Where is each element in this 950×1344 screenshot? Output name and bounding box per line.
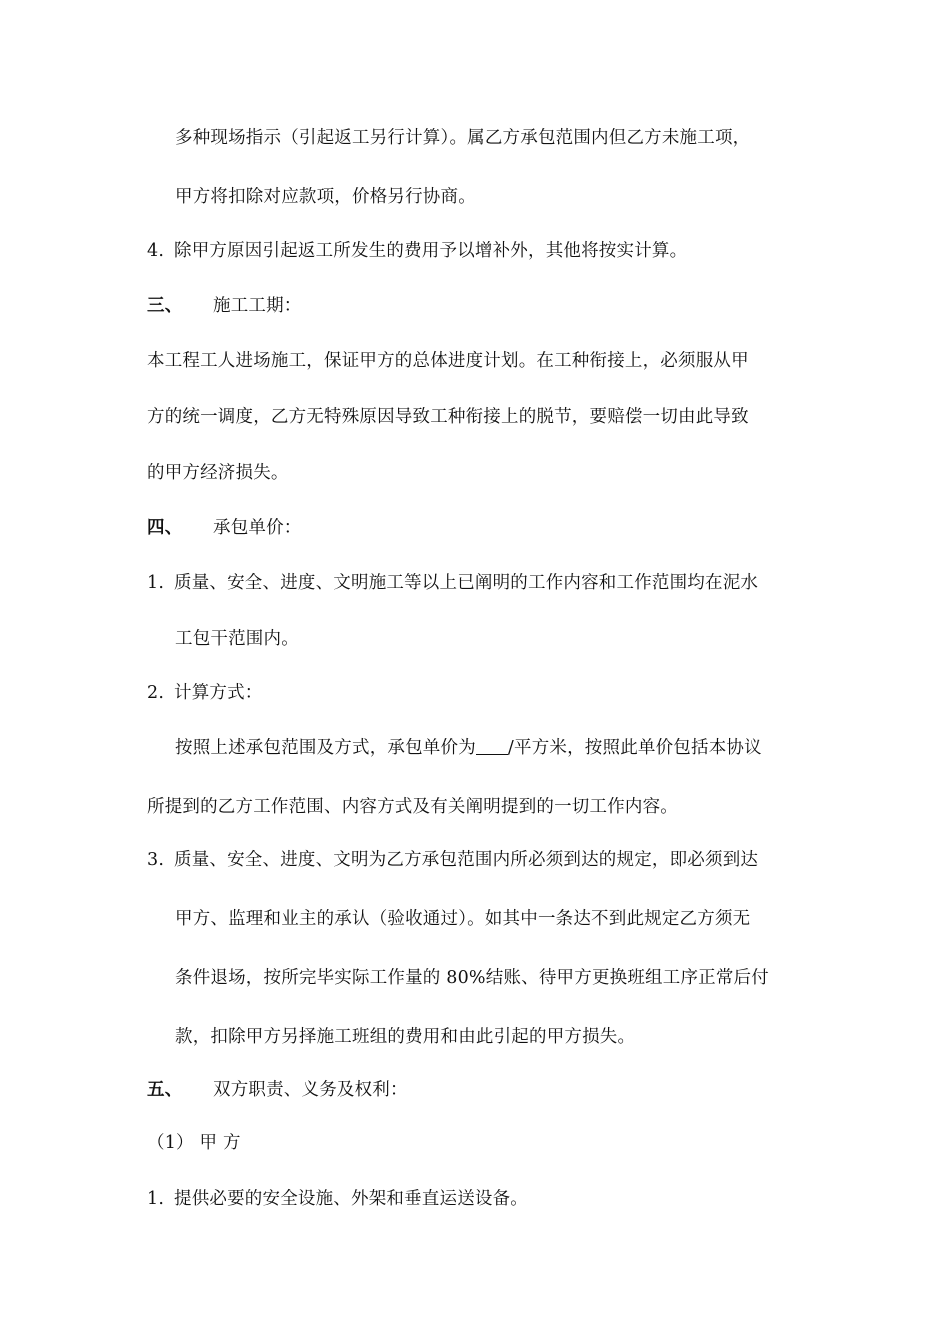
- paragraph-line: 本工程工人进场施工，保证甲方的总体进度计划。在工种衔接上，必须服从甲: [147, 351, 749, 371]
- list-item: [147, 239, 687, 263]
- calc-text-post: /平方米，按照此单价包括本协议: [507, 738, 762, 758]
- paragraph-line: 条件退场，按所完毕实际工作量的 80%结账、待甲方更换班组工序正常后付: [175, 968, 769, 988]
- list-number: 2.: [147, 683, 165, 703]
- section-number: 四、: [147, 518, 183, 538]
- paragraph-line: 多种现场指示（引起返工另行计算）。属乙方承包范围内但乙方未施工项，: [175, 128, 751, 148]
- paragraph-line: 甲方将扣除对应款项，价格另行协商。: [175, 187, 476, 207]
- list-number: 1.: [147, 1189, 165, 1209]
- party-heading: （1） 甲 方: [147, 1133, 241, 1153]
- paragraph-line: 方的统一调度，乙方无特殊原因导致工种衔接上的脱节，要赔偿一切由此导致: [147, 407, 749, 427]
- paragraph-line: 的甲方经济损失。: [147, 463, 289, 483]
- price-blank: [476, 736, 508, 755]
- section-title: 双方职责、义务及权利：: [213, 1080, 408, 1100]
- list-number: 3.: [147, 850, 165, 870]
- section-heading: [147, 294, 302, 318]
- section-heading: [147, 1078, 408, 1102]
- paragraph-line: 甲方、监理和业主的承认（验收通过）。如其中一条达不到此规定乙方须无: [175, 909, 751, 929]
- list-item-text: 除甲方原因引起返工所发生的费用予以增补外，其他将按实计算。: [174, 241, 688, 261]
- list-item-text: 质量、安全、进度、文明为乙方承包范围内所必须到达的规定，即必须到达: [174, 850, 759, 870]
- paragraph-line: 所提到的乙方工作范围、内容方式及有关阐明提到的一切工作内容。: [147, 797, 678, 817]
- list-item-text: 提供必要的安全设施、外架和垂直运送设备。: [174, 1189, 528, 1209]
- list-item-text: 质量、安全、进度、文明施工等以上已阐明的工作内容和工作范围均在泥水: [174, 573, 759, 593]
- calc-text-pre: 按照上述承包范围及方式，承包单价为: [175, 738, 476, 758]
- section-heading: [147, 516, 302, 540]
- section-number: 三、: [147, 296, 183, 316]
- paragraph-line: 工包干范围内。: [175, 629, 299, 649]
- section-title: 承包单价：: [213, 518, 302, 538]
- list-item: [147, 681, 263, 705]
- list-item: [147, 848, 758, 872]
- paragraph-line: 款，扣除甲方另择施工班组的费用和由此引起的甲方损失。: [175, 1027, 636, 1047]
- list-number: 1.: [147, 573, 165, 593]
- list-item: [147, 571, 758, 595]
- list-item-text: 计算方式：: [174, 683, 263, 703]
- section-title: 施工工期：: [213, 296, 302, 316]
- calc-line: [175, 736, 762, 760]
- list-number: 4.: [147, 241, 165, 261]
- list-item: [147, 1187, 528, 1211]
- section-number: 五、: [147, 1080, 183, 1100]
